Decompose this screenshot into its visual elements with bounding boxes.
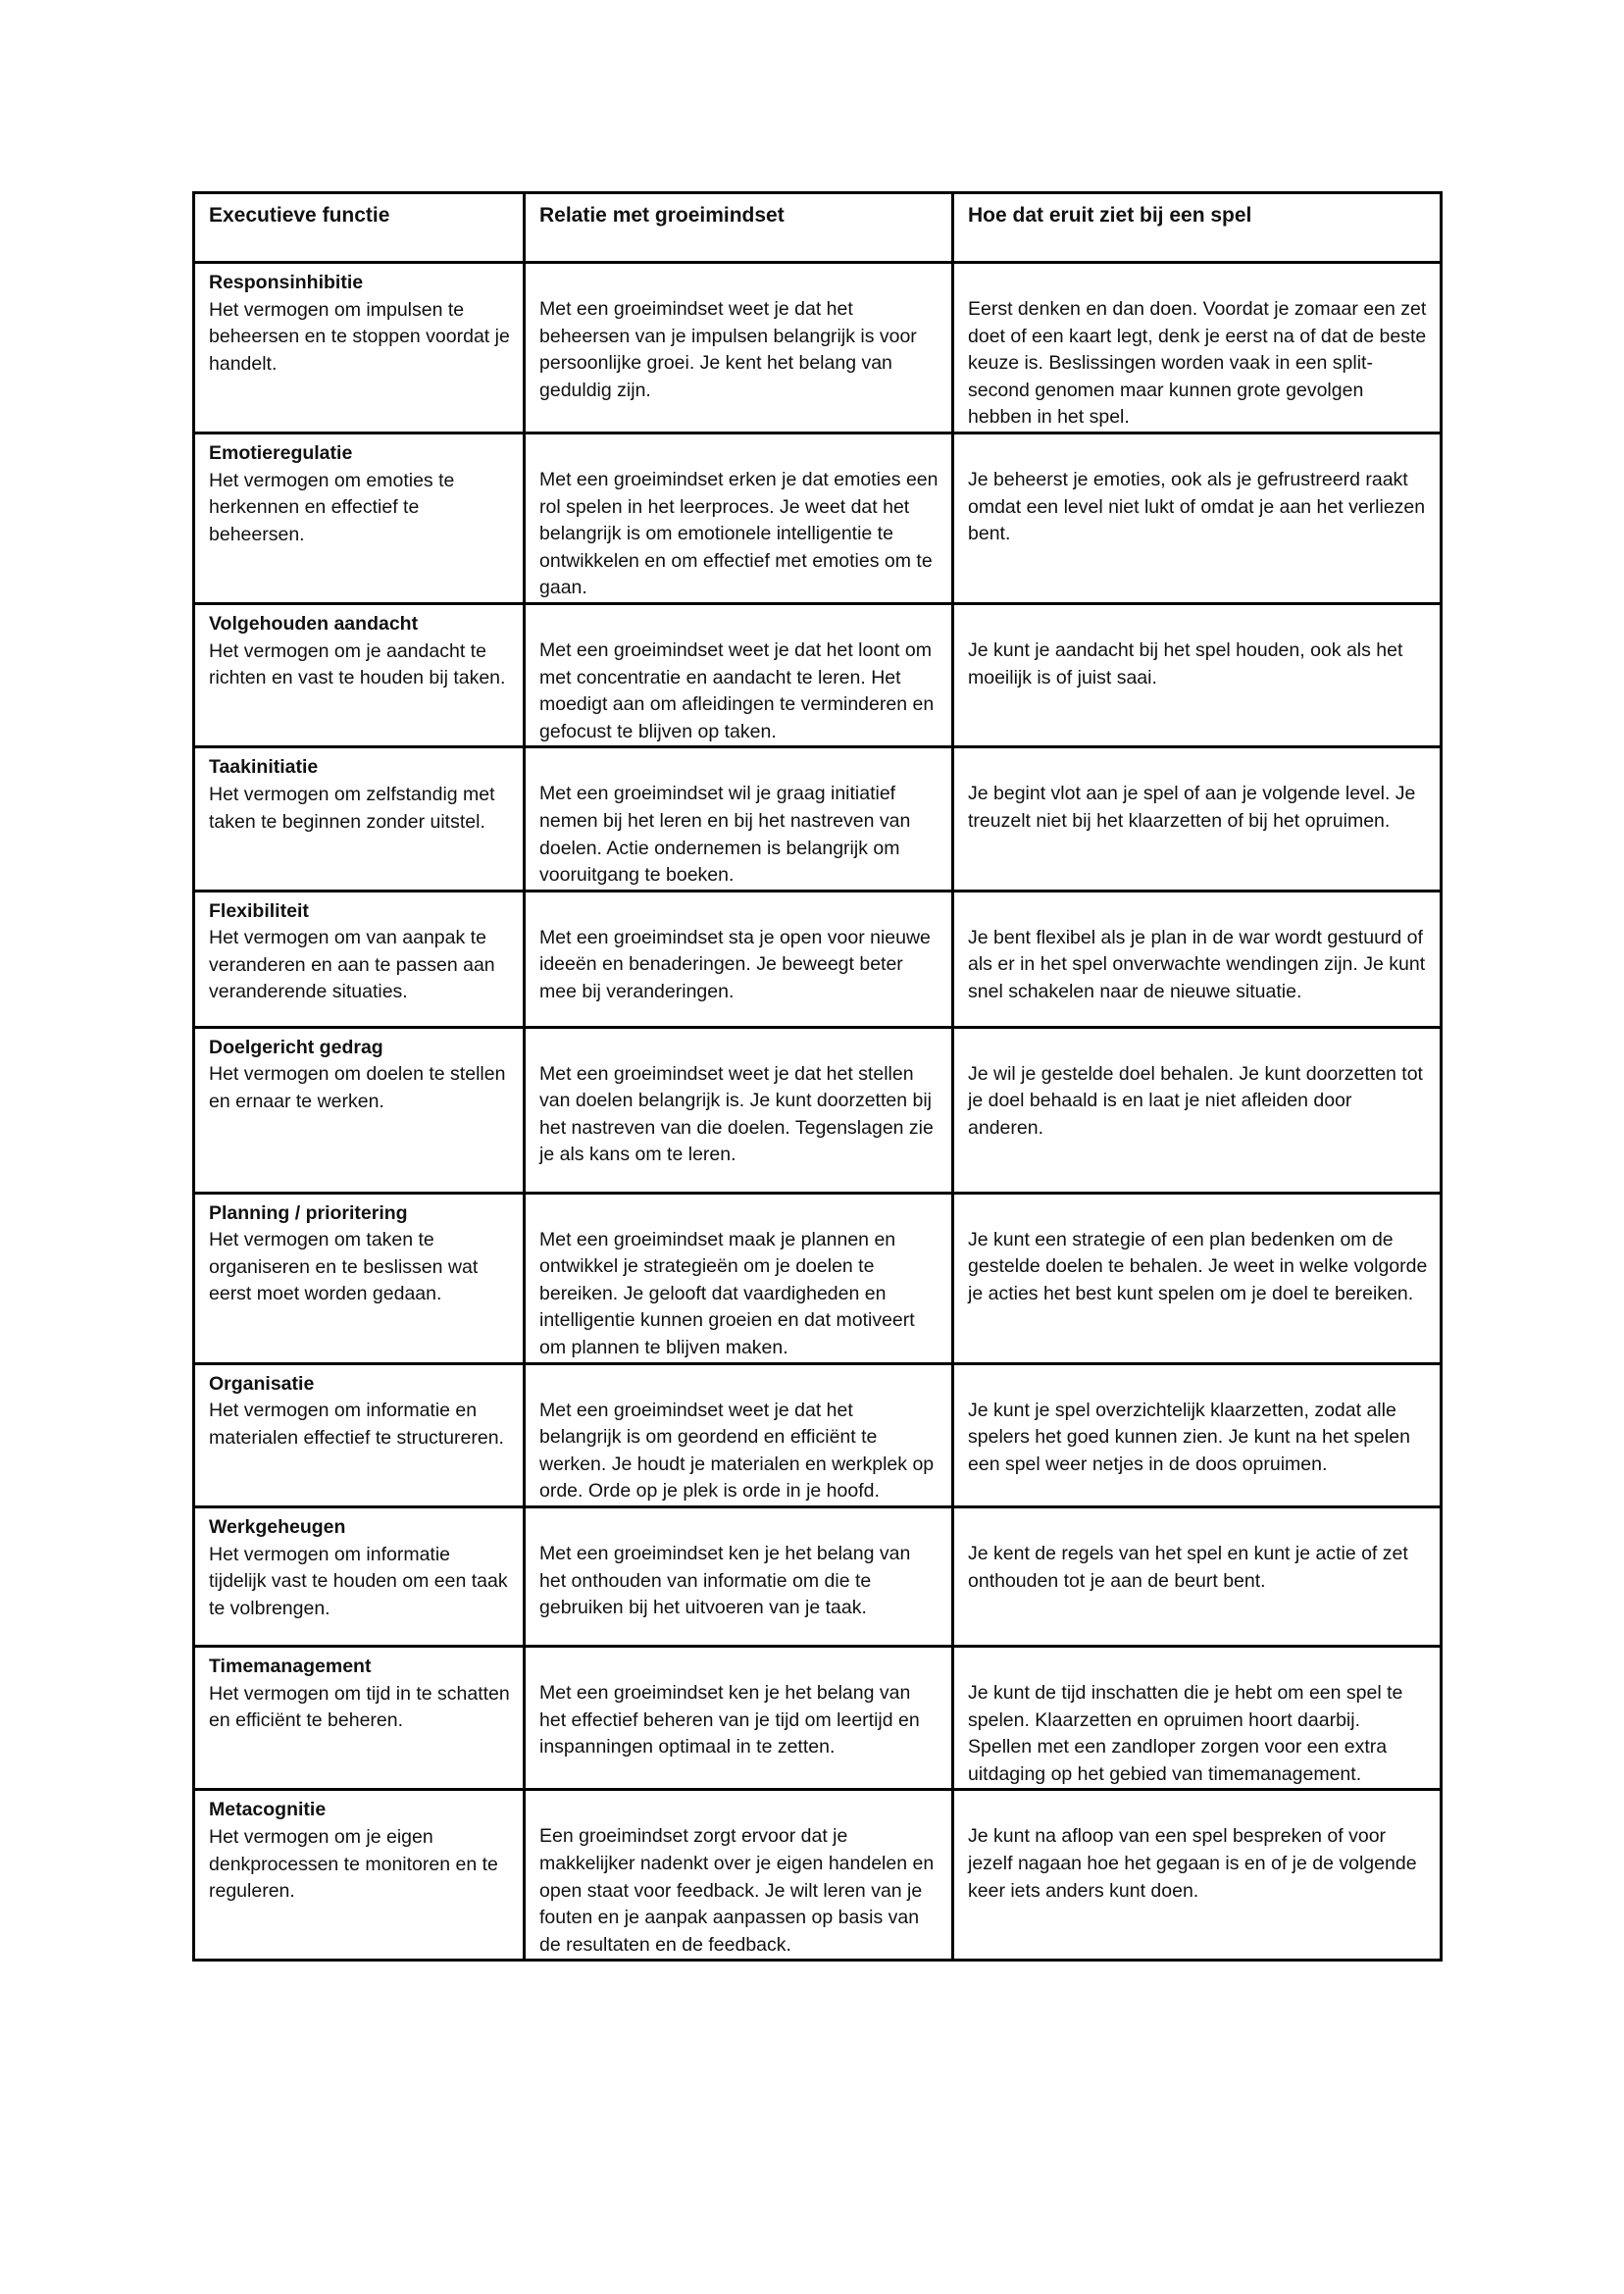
game-cell (953, 1193, 1442, 1363)
function-cell (194, 433, 525, 603)
relation-text: Met een groeimindset weet je dat het belangrijk is om geordend en efficiënt te werken. Je houdt je materialen en werkplek op orde. Orde op je plek is orde in je hoofd. (539, 1399, 935, 1503)
function-name: Metacognitie (209, 1799, 327, 1821)
function-definition: Het vermogen om je eigen denkprocessen te monitoren en te reguleren. (209, 1826, 498, 1903)
header-game-example: Hoe dat eruit ziet bij een spel (953, 193, 1442, 263)
function-name: Organisatie (209, 1372, 315, 1395)
game-text: Eerst denken en dan doen. Voordat je zomaar een zet doet of een kaart legt, denk je eerst na of dat de beste keuze is. Beslissingen worden vaak in een split-second genomen maar kunnen grote gevolgen hebben in het spel. (968, 298, 1427, 429)
function-definition: Het vermogen om informatie en materialen effectief te structureren. (209, 1400, 504, 1449)
table-row (194, 891, 1442, 1027)
game-cell (953, 603, 1442, 746)
game-cell (953, 433, 1442, 603)
game-text: Je kent de regels van het spel en kunt je actie of zet onthouden tot je aan de beurt bent. (968, 1543, 1408, 1592)
relation-cell (525, 433, 953, 603)
relation-cell (525, 1790, 953, 1961)
function-cell (194, 1790, 525, 1961)
relation-text: Met een groeimindset weet je dat het stellen van doelen belangrijk is. Je kunt doorzetten bij het nastreven van die doelen. Tegenslagen zie je als kans om te leren. (539, 1062, 934, 1166)
game-text: Je wil je gestelde doel behalen. Je kunt doorzetten tot je doel behaald is en laat je niet afleiden door anderen. (968, 1062, 1423, 1139)
function-definition: Het vermogen om doelen te stellen en ernaar te werken. (209, 1063, 506, 1112)
game-text: Je kunt je aandacht bij het spel houden, ook als het moeilijk is of juist saai. (968, 638, 1403, 688)
table-row (194, 603, 1442, 746)
table-row (194, 1507, 1442, 1647)
relation-text: Met een groeimindset weet je dat het beheersen van je impulsen belangrijk is voor persoonlijke groei. Je kent het belang van geduldig zijn. (539, 298, 917, 401)
function-name: Responsinhibitie (209, 272, 364, 293)
function-name: Flexibiliteit (209, 899, 309, 922)
game-cell (953, 1507, 1442, 1647)
relation-cell (525, 1193, 953, 1363)
table-header-row (194, 193, 1442, 263)
table-row (194, 433, 1442, 603)
function-definition: Het vermogen om je aandacht te richten en vast te houden bij taken. (209, 639, 506, 689)
game-cell (953, 1027, 1442, 1193)
function-cell (194, 263, 525, 433)
relation-cell (525, 603, 953, 746)
function-cell (194, 1193, 525, 1363)
game-cell (953, 1363, 1442, 1506)
function-definition: Het vermogen om zelfstandig met taken te beginnen zonder uitstel. (209, 783, 495, 833)
relation-text: Met een groeimindset erken je dat emoties een rol spelen in het leerproces. Je weet dat het belangrijk is om emotionele intelligentie te ontwikkelen en om effectief met emoties om te gaan. (539, 468, 939, 599)
relation-cell (525, 263, 953, 433)
game-cell (953, 891, 1442, 1027)
relation-cell (525, 1507, 953, 1647)
function-definition: Het vermogen om informatie tijdelijk vast te houden om een taak te volbrengen. (209, 1543, 508, 1619)
relation-cell (525, 891, 953, 1027)
function-name: Doelgericht gedrag (209, 1036, 383, 1058)
table-row (194, 1193, 1442, 1363)
function-definition: Het vermogen om tijd in te schatten en efficiënt te beheren. (209, 1682, 510, 1732)
relation-text: Een groeimindset zorgt ervoor dat je makkelijker nadenkt over je eigen handelen en open staat voor feedback. Je wilt leren van je fouten en je aanpak aanpassen op basis van de resultaten en de feedback. (539, 1825, 935, 1956)
game-text: Je begint vlot aan je spel of aan je volgende level. Je treuzelt niet bij het klaarzetten of bij het opruimen. (968, 783, 1416, 832)
relation-cell (525, 1363, 953, 1506)
game-cell (953, 747, 1442, 891)
game-text: Je kunt na afloop van een spel bespreken of voor jezelf nagaan hoe het gegaan is en of je de volgende keer iets anders kunt doen. (968, 1825, 1417, 1902)
header-executive-function: Executieve functie (194, 193, 525, 263)
relation-text: Met een groeimindset sta je open voor nieuwe ideeën en benaderingen. Je beweegt beter mee bij veranderingen. (539, 926, 931, 1002)
table-row (194, 1363, 1442, 1506)
function-name: Planning / prioritering (209, 1201, 408, 1224)
relation-text: Met een groeimindset maak je plannen en ontwikkel je strategieën om je doelen te bereiken. Je gelooft dat vaardigheden en intelligentie kunnen groeien en dat motiveert om plannen te blijven maken. (539, 1228, 915, 1359)
game-text: Je bent flexibel als je plan in de war wordt gestuurd of als er in het spel onverwachte wendingen zijn. Je kunt snel schakelen naar de nieuwe situatie. (968, 926, 1426, 1002)
relation-cell (525, 747, 953, 891)
header-growth-mindset-relation: Relatie met groeimindset (525, 193, 953, 263)
game-text: Je kunt je spel overzichtelijk klaarzetten, zodat alle spelers het goed kunnen zien. Je kunt na het spelen een spel weer netjes in de doos opruimen. (968, 1399, 1410, 1475)
function-cell (194, 603, 525, 746)
function-name: Timemanagement (209, 1656, 372, 1678)
game-text: Je kunt een strategie of een plan bedenken om de gestelde doelen te behalen. Je weet in welke volgorde je acties het best kunt spelen om je doel te bereiken. (968, 1228, 1428, 1304)
function-cell (194, 747, 525, 891)
function-definition: Het vermogen om impulsen te beheersen en te stoppen voordat je handelt. (209, 298, 510, 375)
function-cell (194, 1363, 525, 1506)
function-definition: Het vermogen om emoties te herkennen en effectief te beheersen. (209, 469, 455, 545)
function-cell (194, 891, 525, 1027)
function-name: Taakinitiatie (209, 756, 319, 779)
relation-text: Met een groeimindset wil je graag initiatief nemen bij het leren en bij het nastreven van doelen. Actie ondernemen is belangrijk om vooruitgang te boeken. (539, 783, 911, 887)
function-cell (194, 1027, 525, 1193)
relation-text: Met een groeimindset ken je het belang van het effectief beheren van je tijd om leertijd en inspanningen optimaal in te zetten. (539, 1682, 920, 1759)
executive-functions-table (192, 191, 1443, 1962)
relation-cell (525, 1027, 953, 1193)
function-cell (194, 1507, 525, 1647)
table-row (194, 1647, 1442, 1790)
function-definition: Het vermogen om taken te organiseren en te beslissen wat eerst moet worden gedaan. (209, 1229, 479, 1305)
function-name: Emotieregulatie (209, 441, 353, 464)
function-cell (194, 1647, 525, 1790)
table-row (194, 1027, 1442, 1193)
game-text: Je beheerst je emoties, ook als je gefrustreerd raakt omdat een level niet lukt of omdat je aan het verliezen bent. (968, 468, 1426, 545)
function-definition: Het vermogen om van aanpak te veranderen en aan te passen aan veranderende situaties. (209, 927, 495, 1003)
game-cell (953, 263, 1442, 433)
game-cell (953, 1790, 1442, 1961)
table-row (194, 747, 1442, 891)
game-text: Je kunt de tijd inschatten die je hebt om een spel te spelen. Klaarzetten en opruimen hoort daarbij. Spellen met een zandloper zorgen voor een extra uitdaging op het gebied van timemanagement. (968, 1682, 1403, 1785)
game-cell (953, 1647, 1442, 1790)
relation-cell (525, 1647, 953, 1790)
relation-text: Met een groeimindset ken je het belang van het onthouden van informatie om die te gebruiken bij het uitvoeren van je taak. (539, 1543, 911, 1619)
table-row (194, 1790, 1442, 1961)
function-name: Volgehouden aandacht (209, 612, 419, 635)
relation-text: Met een groeimindset weet je dat het loont om met concentratie en aandacht te leren. Het moedigt aan om afleidingen te verminderen en gefocust te blijven op taken. (539, 638, 935, 742)
table-row (194, 263, 1442, 433)
function-name: Werkgeheugen (209, 1516, 346, 1539)
